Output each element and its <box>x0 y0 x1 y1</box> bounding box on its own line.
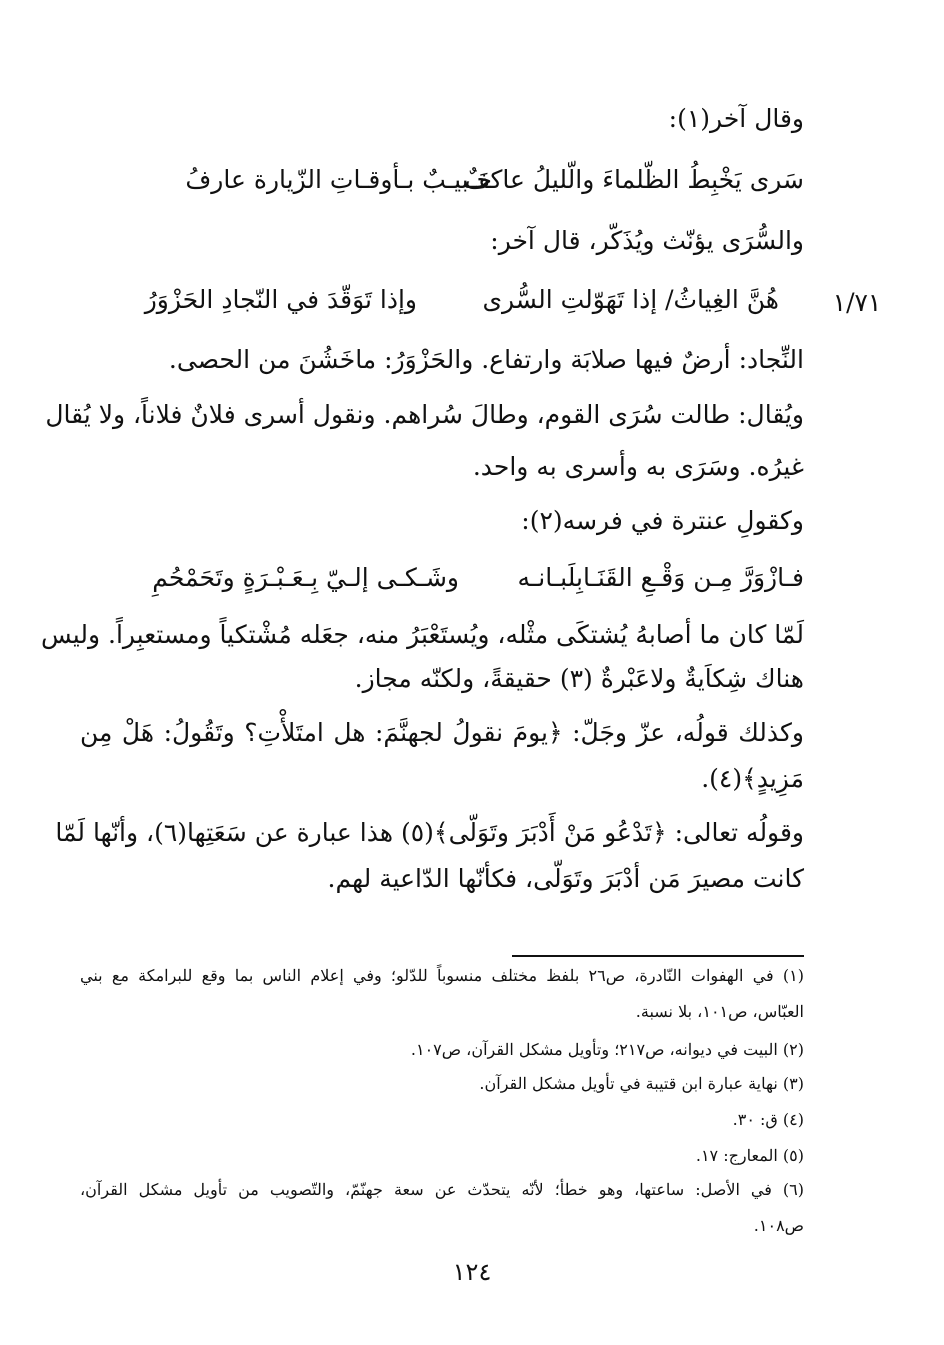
footnote: (٦) في الأصل: ساعتها، وهو خطأ؛ لأنّه يتحدّث عن سعة جهنّمّ، والتّصويب من تأويل مشكل القرآن، <box>80 1180 804 1199</box>
footnote: (١) في الهفوات النّادرة، ص٢٦ بلفظ مختلف منسوباً للدّلو؛ وفي إعلام الناس بما وقع للبرامكة مع بني <box>80 966 804 985</box>
body-line: وكذلك قولُه، عزّ وجَلّ: ﴿يومَ نقولُ لجهنَّمَ: هل امتَلأْتِ؟ وتَقُولُ: هَلْ مِن <box>80 718 804 747</box>
body-line: كانت مصيرَ مَن أدْبَرَ وتَوَلّى، فكأنّها الدّاعية لهم. <box>327 864 804 893</box>
footnote: ص١٠٨. <box>753 1216 804 1235</box>
verse-first-hemistich: فـازْوَرَّ مِـن وَقْـعِ القَنَـابِلَبـانـه <box>517 563 804 592</box>
footnote: العبّاس، ص١٠١، بلا نسبة. <box>635 1002 804 1021</box>
body-line: والسُّرَى يؤنّث ويُذَكّر، قال آخر: <box>490 226 804 255</box>
body-line: غيرُه. وسَرَى به وأسرى به واحد. <box>472 452 804 481</box>
verse-second-hemistich: حَـبيـبٌ بـأوقـاتِ الزّيارة عارفُ <box>185 165 492 194</box>
verse-first-hemistich: سَرى يَخْبِطُ الظّلماءَ والّليلُ عاكفٌ <box>464 165 804 194</box>
footnote: (٥) المعارج: ١٧. <box>695 1146 804 1165</box>
body-line: هناك شِكاَيةٌ ولاعَبْرةٌ (٣) حقيقةً، ولكنّه مجاز. <box>354 664 804 693</box>
body-line: وقولُه تعالى: ﴿تَدْعُو مَنْ أَدْبَرَ وتَوَلّى﴾(٥) هذا عبارة عن سَعَتِها(٦)، وأنّها لَمّا <box>55 818 804 847</box>
body-line: وقال آخر(١): <box>668 104 804 133</box>
footnote: (٤) ق: ٣٠. <box>732 1110 804 1129</box>
footnote: (٣) نهاية عبارة ابن قتيبة في تأويل مشكل القرآن. <box>479 1074 804 1093</box>
verse-second-hemistich: وشَـكـى إلـيّ بِـعَـبْـرَةٍ وتَحَمْحُمِ <box>152 563 459 592</box>
footnote-separator <box>512 955 804 957</box>
footnote: (٢) البيت في ديوانه، ص٢١٧؛ وتأويل مشكل القرآن، ص١٠٧. <box>410 1040 804 1059</box>
page-number: ١٢٤ <box>452 1258 492 1286</box>
body-line: وكقولِ عنترة في فرسه(٢): <box>521 506 804 535</box>
body-line: لَمّا كان ما أصابهُ يُشتكَى مثْله، ويُستَعْبَرُ منه، جعَله مُشْتكياً ومستعبِراً. وليس <box>40 620 804 649</box>
body-line: مَزِيدٍ﴾(٤). <box>701 764 804 793</box>
margin-reference: ١/٧١ <box>832 288 882 317</box>
verse-first-hemistich: هُنَّ الغِياثُ/ إذا تَهَوّلتِ السُّرى <box>482 285 779 314</box>
body-line: النِّجاد: أرضٌ فيها صلابَة وارتفاع. والحَزْوَرُ: ماخَشُنَ من الحصى. <box>168 345 804 374</box>
body-line: ويُقال: طالت سُرَى القوم، وطالَ سُراهم. ونقول أسرى فلانٌ فلاناً، ولا يُقال <box>45 400 804 429</box>
verse-second-hemistich: وإذا تَوَقّدَ في النّجادِ الحَزْوَرُ <box>144 285 417 314</box>
